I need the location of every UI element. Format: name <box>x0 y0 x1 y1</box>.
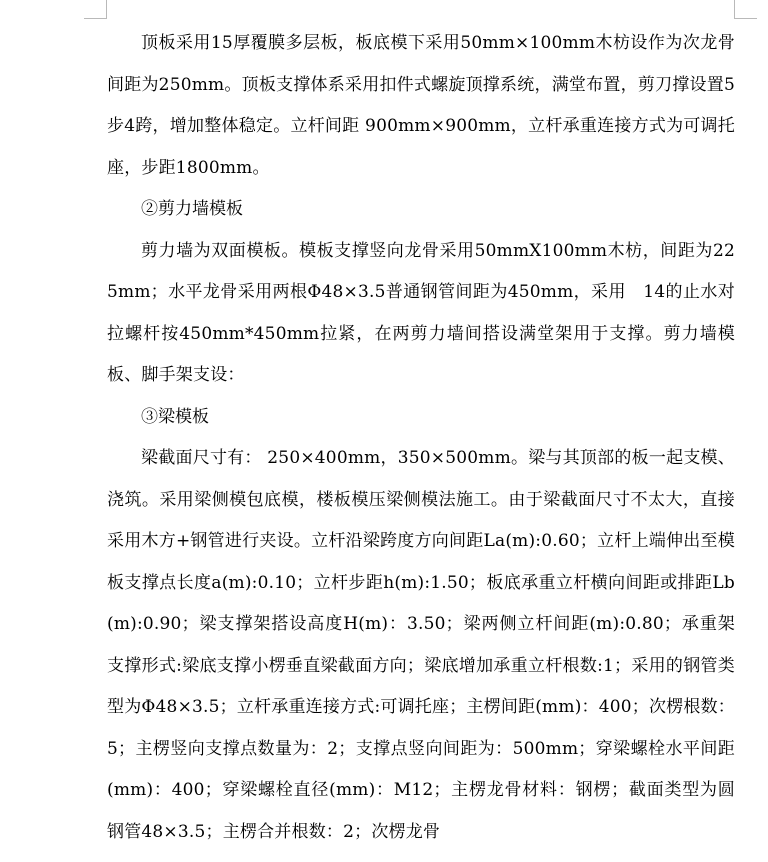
paragraph-beam-formwork: 梁截面尺寸有： 250×400mm，350×500mm。梁与其顶部的板一起支模、浇筑。采用梁侧模包底模，楼板模压梁侧模法施工。由于梁截面尺寸不太大，直接采用木方+钢管进行夹设。立杆沿梁跨度方向间距La(m):0.60；立杆上端伸出至模板支撑点长度a(m):0.10；立杆步距h(m):1.50；板底承重立杆横向间距或排距Lb(m):0.90；梁支撑架搭设高度H(m)：3.50；梁两侧立杆间距(m):0.80；承重架支撑形式:梁底支撑小楞垂直梁截面方向；梁底增加承重立杆根数:1；采用的钢管类型为Φ48×3.5；立杆承重连接方式:可调托座；主楞间距(mm)：400；次楞根数：5；主楞竖向支撑点数量为：2；支撑点竖向间距为：500mm；穿梁螺栓水平间距(mm)：400；穿梁螺栓直径(mm)：M12；主楞龙骨材料：钢楞；截面类型为圆钢管48×3.5；主楞合并根数：2；次楞龙骨 <box>107 448 735 842</box>
paragraph-roof-formwork: 顶板采用15厚覆膜多层板，板底模下采用50mm×100mm木枋设作为次龙骨间距为250mm。顶板支撑体系采用扣件式螺旋顶撑系统，满堂布置，剪刀撑设置5步4跨，增加整体稳定。立杆间距 900mm×900mm，立杆承重连接方式为可调托座，步距1800mm。 <box>107 33 735 178</box>
page-corner-mark-right <box>734 0 757 19</box>
heading-shear-wall-formwork: ②剪力墙模板 <box>141 199 243 219</box>
heading-beam-formwork: ③梁模板 <box>141 406 209 427</box>
paragraph-shear-wall-formwork: 剪力墙为双面模板。模板支撑竖向龙骨采用50mmX100mm木枋，间距为225mm；水平龙骨采用两根Φ48×3.5普通钢管间距为450mm，采用 14的止水对拉螺杆按450mm*450mm拉紧，在两剪力墙间搭设满堂架用于支撑。剪力墙模板、脚手架支设： <box>107 240 735 385</box>
page-corner-mark-left <box>84 0 107 19</box>
document-body[interactable] <box>107 23 735 853</box>
